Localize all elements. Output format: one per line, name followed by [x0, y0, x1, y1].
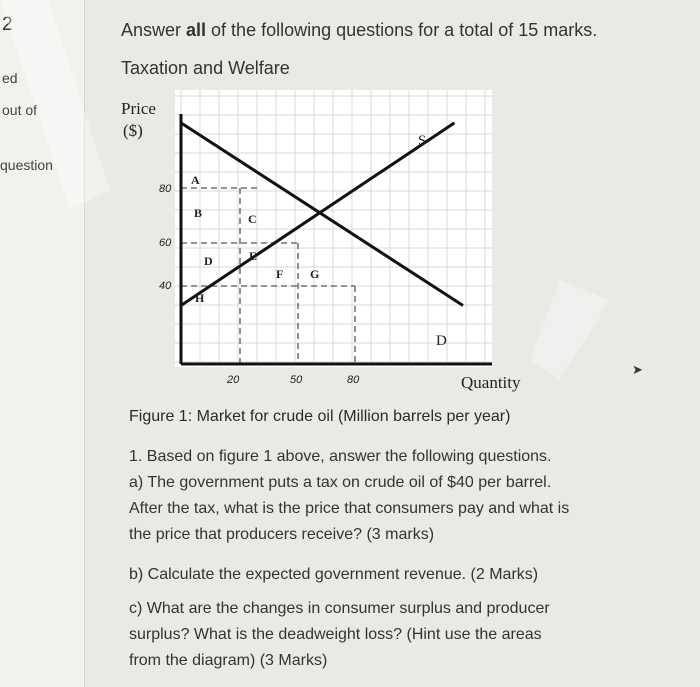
region-label-c: C: [248, 212, 257, 226]
x-axis-label: Quantity: [461, 373, 521, 392]
supply-demand-chart: [118, 90, 538, 395]
y-axis-label-line1: Price: [121, 99, 156, 118]
x-tick-label: 80: [347, 374, 360, 386]
question-1b: b) Calculate the expected government revenue. (2 Marks): [129, 566, 539, 583]
arrow-pointer-icon: ➤: [632, 362, 643, 377]
y-axis-label-line2: ($): [123, 121, 143, 140]
instruction-bold: all: [186, 20, 207, 40]
y-tick-label: 40: [159, 280, 172, 292]
instruction-prefix: Answer: [121, 20, 187, 40]
supply-curve-label: S: [418, 133, 427, 149]
question-status-label: ed: [2, 70, 18, 86]
region-label-b: B: [194, 206, 203, 220]
question-number: 2: [2, 14, 13, 35]
region-label-e: E: [249, 249, 258, 263]
x-tick-label: 50: [290, 374, 303, 386]
demand-curve-label: D: [436, 333, 447, 349]
region-label-h: H: [195, 291, 205, 305]
figure-caption: Figure 1: Market for crude oil (Million barrels per year): [129, 408, 511, 425]
x-tick-label: 20: [227, 374, 240, 386]
question-1-intro: 1. Based on figure 1 above, answer the following questions.: [129, 448, 552, 465]
instruction-suffix: of the following questions for a total of 15 marks.: [206, 20, 598, 40]
question-1a-line1: a) The government puts a tax on crude oil of $40 per barrel.: [129, 474, 552, 491]
region-label-g: G: [310, 267, 320, 281]
question-1a-line2: After the tax, what is the price that consumers pay and what is: [129, 500, 570, 517]
marks-label: out of: [2, 102, 38, 118]
question-1a-line3: the price that producers receive? (3 marks): [129, 526, 435, 543]
y-tick-label: 80: [159, 183, 172, 195]
region-label-a: A: [191, 173, 200, 187]
section-title: Taxation and Welfare: [121, 58, 290, 78]
region-label-f: F: [276, 267, 284, 281]
region-label-d: D: [204, 254, 213, 268]
question-1c-line2: surplus? What is the deadweight loss? (Hint use the areas: [129, 626, 542, 643]
question-1c-line3: from the diagram) (3 Marks): [129, 652, 328, 669]
y-tick-label: 60: [159, 237, 172, 249]
question-info-sidebar: [0, 0, 85, 687]
question-1c-line1: c) What are the changes in consumer surplus and producer: [129, 600, 550, 617]
flag-question-link[interactable]: question: [0, 157, 53, 173]
instructions-text: [121, 20, 597, 41]
